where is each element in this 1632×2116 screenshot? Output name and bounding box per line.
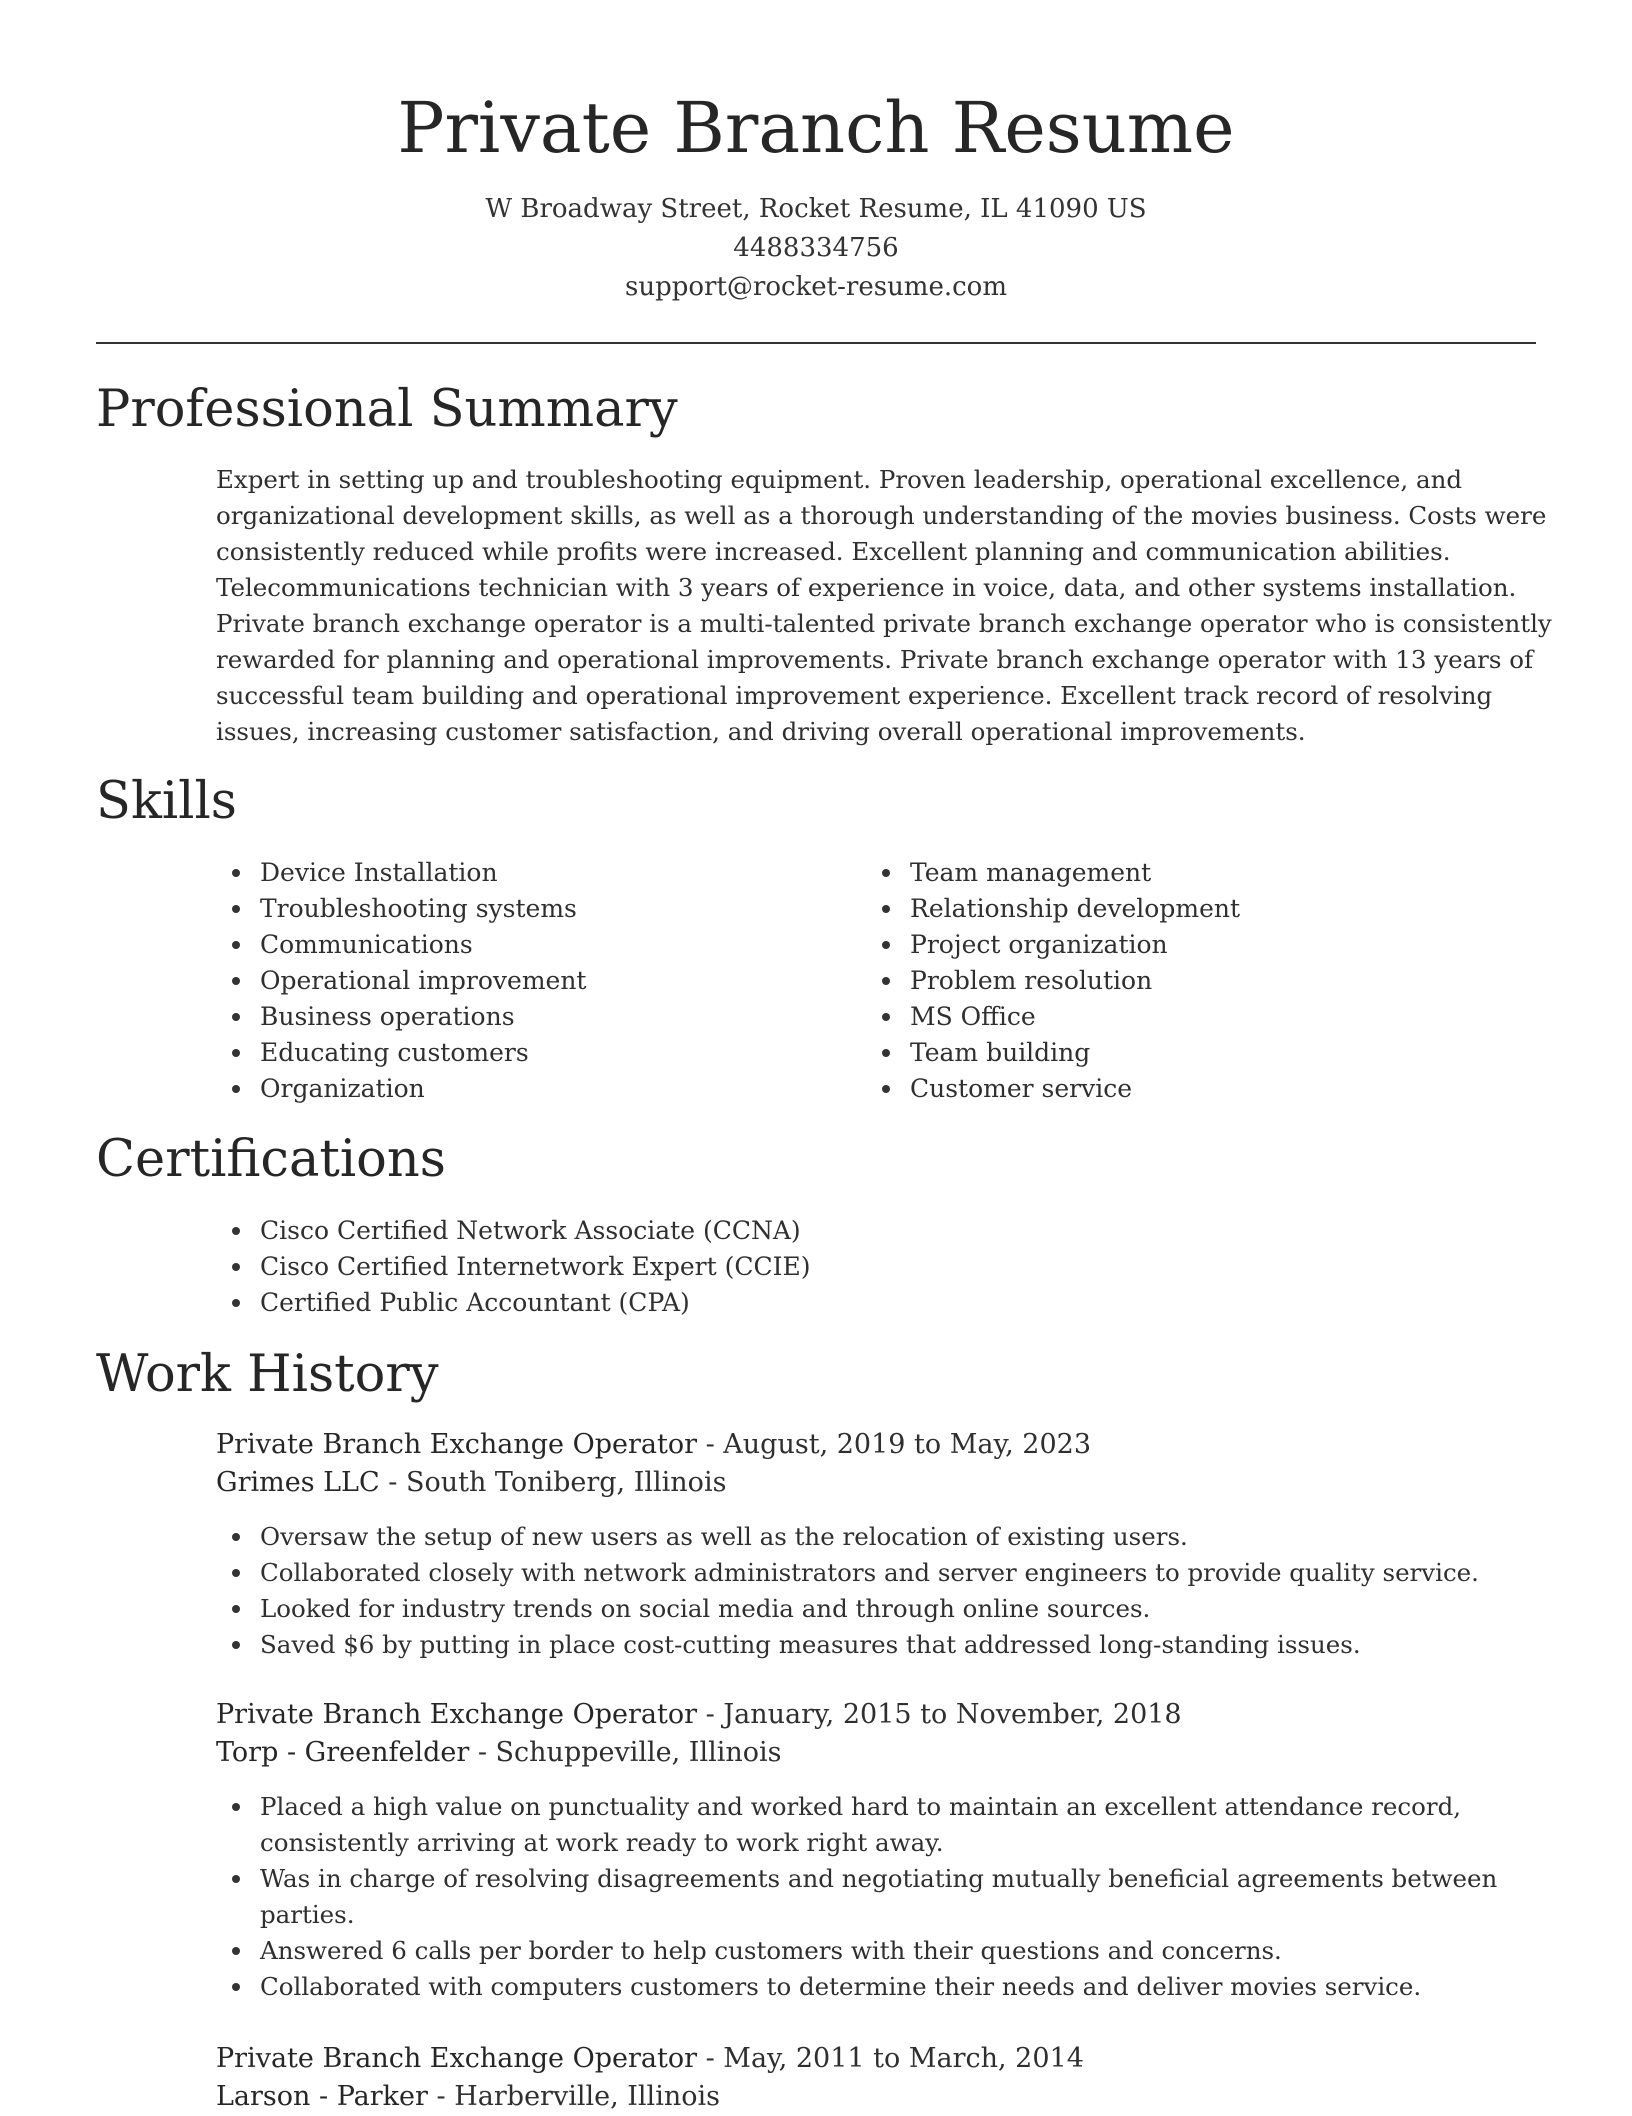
work-history-heading: Work History (96, 1345, 439, 1404)
job-company: Grimes LLC (216, 1467, 380, 1498)
skill-item: Relationship development (866, 891, 1466, 927)
job-title-line: Private Branch Exchange Operator - August, 2019 to May, 2023 (216, 1429, 1092, 1460)
contact-info (0, 190, 1632, 307)
email: support@rocket-resume.com (624, 272, 1007, 302)
certification-item: Cisco Certified Network Associate (CCNA) (216, 1213, 1516, 1249)
skills-heading: Skills (96, 772, 237, 831)
skill-item: MS Office (866, 999, 1466, 1035)
job-title-line: Private Branch Exchange Operator - January, 2015 to November, 2018 (216, 1699, 1182, 1730)
skill-item: Troubleshooting systems (216, 891, 816, 927)
job-duties-list (216, 1519, 1552, 1663)
skill-item: Problem resolution (866, 963, 1466, 999)
skill-item: Communications (216, 927, 816, 963)
job-dates: January, 2015 to November, 2018 (723, 1699, 1182, 1730)
job-duty: Saved $6 by putting in place cost-cutting measures that addressed long-standing issues. (216, 1627, 1552, 1663)
job-dates: August, 2019 to May, 2023 (723, 1429, 1092, 1460)
skill-item: Team building (866, 1035, 1466, 1071)
address: W Broadway Street, Rocket Resume, IL 41090 US (485, 194, 1147, 224)
certifications-list (216, 1213, 1516, 1321)
skill-item: Educating customers (216, 1035, 816, 1071)
job-company-line: Larson - Parker - Harberville, Illinois (216, 2081, 720, 2112)
job-location: Schuppeville, Illinois (495, 1737, 782, 1768)
skill-item: Customer service (866, 1071, 1466, 1107)
job-location: Harberville, Illinois (454, 2081, 720, 2112)
job-company-line: Grimes LLC - South Toniberg, Illinois (216, 1467, 727, 1498)
job-duty: Collaborated with computers customers to determine their needs and deliver movies service. (216, 1969, 1552, 2005)
job-company: Larson - Parker (216, 2081, 428, 2112)
job-company: Torp - Greenfelder (216, 1737, 470, 1768)
skills-list-left (216, 855, 816, 1107)
job-title: Private Branch Exchange Operator (216, 1429, 697, 1460)
skill-item: Team management (866, 855, 1466, 891)
certification-item: Certified Public Accountant (CPA) (216, 1285, 1516, 1321)
job-title: Private Branch Exchange Operator (216, 2043, 697, 2074)
job-entry (216, 1696, 1552, 2005)
job-dates: May, 2011 to March, 2014 (723, 2043, 1084, 2074)
skill-item: Project organization (866, 927, 1466, 963)
job-duty: Answered 6 calls per border to help customers with their questions and concerns. (216, 1933, 1552, 1969)
job-duty: Oversaw the setup of new users as well as the relocation of existing users. (216, 1519, 1552, 1555)
job-duty: Looked for industry trends on social media and through online sources. (216, 1591, 1552, 1627)
job-title: Private Branch Exchange Operator (216, 1699, 697, 1730)
job-duty: Was in charge of resolving disagreements and negotiating mutually beneficial agreements between parties. (216, 1861, 1552, 1933)
job-duties-list (216, 1789, 1552, 2005)
certification-item: Cisco Certified Internetwork Expert (CCIE) (216, 1249, 1516, 1285)
header-divider (96, 342, 1536, 344)
job-entry (216, 2040, 1552, 2116)
job-entry (216, 1426, 1552, 1663)
resume-title: Private Branch Resume (397, 87, 1235, 169)
skill-item: Operational improvement (216, 963, 816, 999)
skills-list-right (866, 855, 1466, 1107)
job-location: South Toniberg, Illinois (405, 1467, 727, 1498)
job-duty: Placed a high value on punctuality and worked hard to maintain an excellent attendance record, consistently arriving at work ready to work right away. (216, 1789, 1552, 1861)
job-duty: Collaborated closely with network administrators and server engineers to provide quality service. (216, 1555, 1552, 1591)
phone: 4488334756 (733, 233, 899, 263)
certifications-heading: Certifications (96, 1130, 446, 1189)
skill-item: Organization (216, 1071, 816, 1107)
skill-item: Business operations (216, 999, 816, 1035)
skill-item: Device Installation (216, 855, 816, 891)
job-title-line: Private Branch Exchange Operator - May, 2011 to March, 2014 (216, 2043, 1084, 2074)
job-company-line: Torp - Greenfelder - Schuppeville, Illinois (216, 1737, 782, 1768)
summary-text: Expert in setting up and troubleshooting equipment. Proven leadership, operational excellence, and organizational development skills, as well as a thorough understanding of the movies business. Costs were consistently reduced while profits were increased. Excellent planning and communication abilities. Telecommunications technician with 3 years of experience in voice, data, and other systems installation. Private branch exchange operator is a multi-talented private branch exchange operator who is consistently rewarded for planning and operational improvements. Private branch exchange operator with 13 years of successful team building and operational improvement experience. Excellent track record of resolving issues, increasing customer satisfaction, and driving overall operational improvements. (216, 465, 1552, 746)
summary-heading: Professional Summary (96, 380, 678, 439)
